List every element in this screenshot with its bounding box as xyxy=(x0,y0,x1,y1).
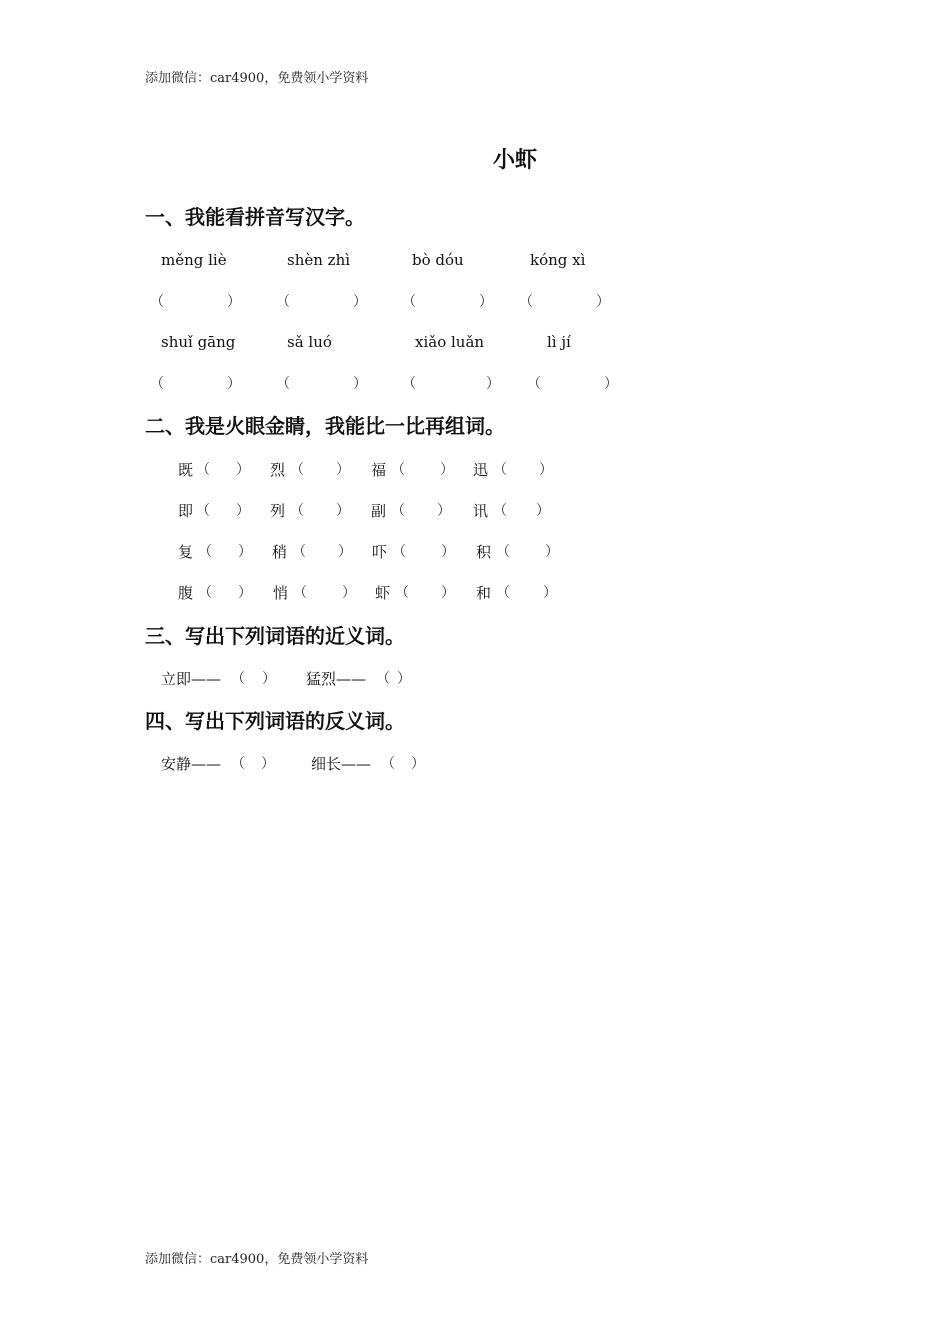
char-r1-2: 烈 xyxy=(270,461,286,479)
antonym-1-close: ） xyxy=(261,756,275,772)
char-r2-2-open: （ xyxy=(290,503,304,519)
answer-open-1: （ xyxy=(150,294,164,310)
char-r4-3: 虾 xyxy=(375,584,391,602)
char-r3-3-open: （ xyxy=(392,544,406,560)
antonym-2-close: ） xyxy=(411,756,425,772)
char-r3-4: 积 xyxy=(476,543,492,561)
answer-open-5: （ xyxy=(150,376,164,392)
char-r4-1-close: ） xyxy=(238,585,252,601)
char-r3-2-close: ） xyxy=(338,544,352,560)
char-r1-2-close: ） xyxy=(336,462,350,478)
answer-open-3: （ xyxy=(402,294,416,310)
char-r1-3-open: （ xyxy=(391,462,405,478)
antonym-1-open: （ xyxy=(231,756,245,772)
char-r2-1-close: ） xyxy=(236,503,250,519)
answer-open-7: （ xyxy=(402,376,416,392)
char-r1-4-close: ） xyxy=(539,462,553,478)
char-r1-4: 迅 xyxy=(473,461,489,479)
char-r4-2: 悄 xyxy=(273,584,289,602)
char-r4-1: 腹 xyxy=(178,584,194,602)
antonym-word-2: 细长—— xyxy=(311,755,372,773)
char-r3-3-close: ） xyxy=(441,544,455,560)
char-r1-3: 福 xyxy=(371,461,387,479)
synonym-1-open: （ xyxy=(231,671,245,687)
char-r2-2-close: ） xyxy=(336,503,350,519)
section-1-heading: 一、我能看拼音写汉字。 xyxy=(145,205,365,229)
char-r1-1-close: ） xyxy=(236,462,250,478)
char-r4-4-close: ） xyxy=(543,585,557,601)
pinyin-8: lì jí xyxy=(547,333,571,351)
answer-close-8: ） xyxy=(604,376,618,392)
antonym-word-1: 安静—— xyxy=(161,755,222,773)
char-r2-3: 副 xyxy=(371,502,387,520)
answer-open-4: （ xyxy=(519,294,533,310)
synonym-word-2: 猛烈—— xyxy=(306,670,367,688)
section-3-heading: 三、写出下列词语的近义词。 xyxy=(145,624,405,648)
answer-close-1: ） xyxy=(227,294,241,310)
char-r1-1-open: （ xyxy=(196,462,210,478)
synonym-word-1: 立即—— xyxy=(161,670,222,688)
synonym-2-open: （ xyxy=(376,671,390,687)
section-2-heading: 二、我是火眼金睛，我能比一比再组词。 xyxy=(145,414,505,438)
page-footer: 添加微信：car4900，免费领小学资料 xyxy=(145,1252,369,1267)
char-r3-1: 复 xyxy=(178,543,194,561)
char-r3-1-open: （ xyxy=(198,544,212,560)
char-r4-1-open: （ xyxy=(198,585,212,601)
char-r3-2-open: （ xyxy=(292,544,306,560)
char-r2-2: 列 xyxy=(270,502,286,520)
char-r4-4-open: （ xyxy=(496,585,510,601)
pinyin-3: bò dóu xyxy=(412,251,464,269)
char-r2-1-open: （ xyxy=(196,503,210,519)
char-r3-4-open: （ xyxy=(496,544,510,560)
answer-close-3: ） xyxy=(479,294,493,310)
char-r2-3-open: （ xyxy=(391,503,405,519)
char-r3-4-close: ） xyxy=(545,544,559,560)
char-r2-1: 即 xyxy=(178,502,194,520)
char-r3-3: 吓 xyxy=(372,543,388,561)
pinyin-7: xiǎo luǎn xyxy=(415,333,485,351)
synonym-1-close: ） xyxy=(262,671,276,687)
char-r2-4-close: ） xyxy=(536,503,550,519)
page-header: 添加微信：car4900，免费领小学资料 xyxy=(145,71,369,86)
synonym-2-close: ） xyxy=(397,671,411,687)
pinyin-6: sǎ luó xyxy=(287,333,332,351)
answer-close-5: ） xyxy=(227,376,241,392)
answer-open-8: （ xyxy=(527,376,541,392)
pinyin-5: shuǐ gāng xyxy=(161,333,236,351)
antonym-2-open: （ xyxy=(381,756,395,772)
char-r4-3-close: ） xyxy=(441,585,455,601)
section-4-heading: 四、写出下列词语的反义词。 xyxy=(145,709,405,733)
char-r1-2-open: （ xyxy=(290,462,304,478)
char-r2-4-open: （ xyxy=(493,503,507,519)
answer-close-6: ） xyxy=(353,376,367,392)
char-r1-1: 既 xyxy=(178,461,194,479)
answer-close-7: ） xyxy=(486,376,500,392)
char-r4-4: 和 xyxy=(476,584,492,602)
page-title: 小虾 xyxy=(493,147,538,173)
pinyin-2: shèn zhì xyxy=(287,251,351,269)
char-r2-4: 讯 xyxy=(473,502,489,520)
char-r1-4-open: （ xyxy=(493,462,507,478)
char-r4-3-open: （ xyxy=(395,585,409,601)
answer-close-2: ） xyxy=(353,294,367,310)
char-r3-1-close: ） xyxy=(238,544,252,560)
pinyin-1: měng liè xyxy=(161,251,227,269)
char-r1-3-close: ） xyxy=(440,462,454,478)
char-r4-2-close: ） xyxy=(342,585,356,601)
char-r4-2-open: （ xyxy=(293,585,307,601)
pinyin-4: kóng xì xyxy=(530,251,586,269)
char-r2-3-close: ） xyxy=(437,503,451,519)
char-r3-2: 稍 xyxy=(272,543,288,561)
answer-open-2: （ xyxy=(276,294,290,310)
answer-open-6: （ xyxy=(276,376,290,392)
answer-close-4: ） xyxy=(596,294,610,310)
